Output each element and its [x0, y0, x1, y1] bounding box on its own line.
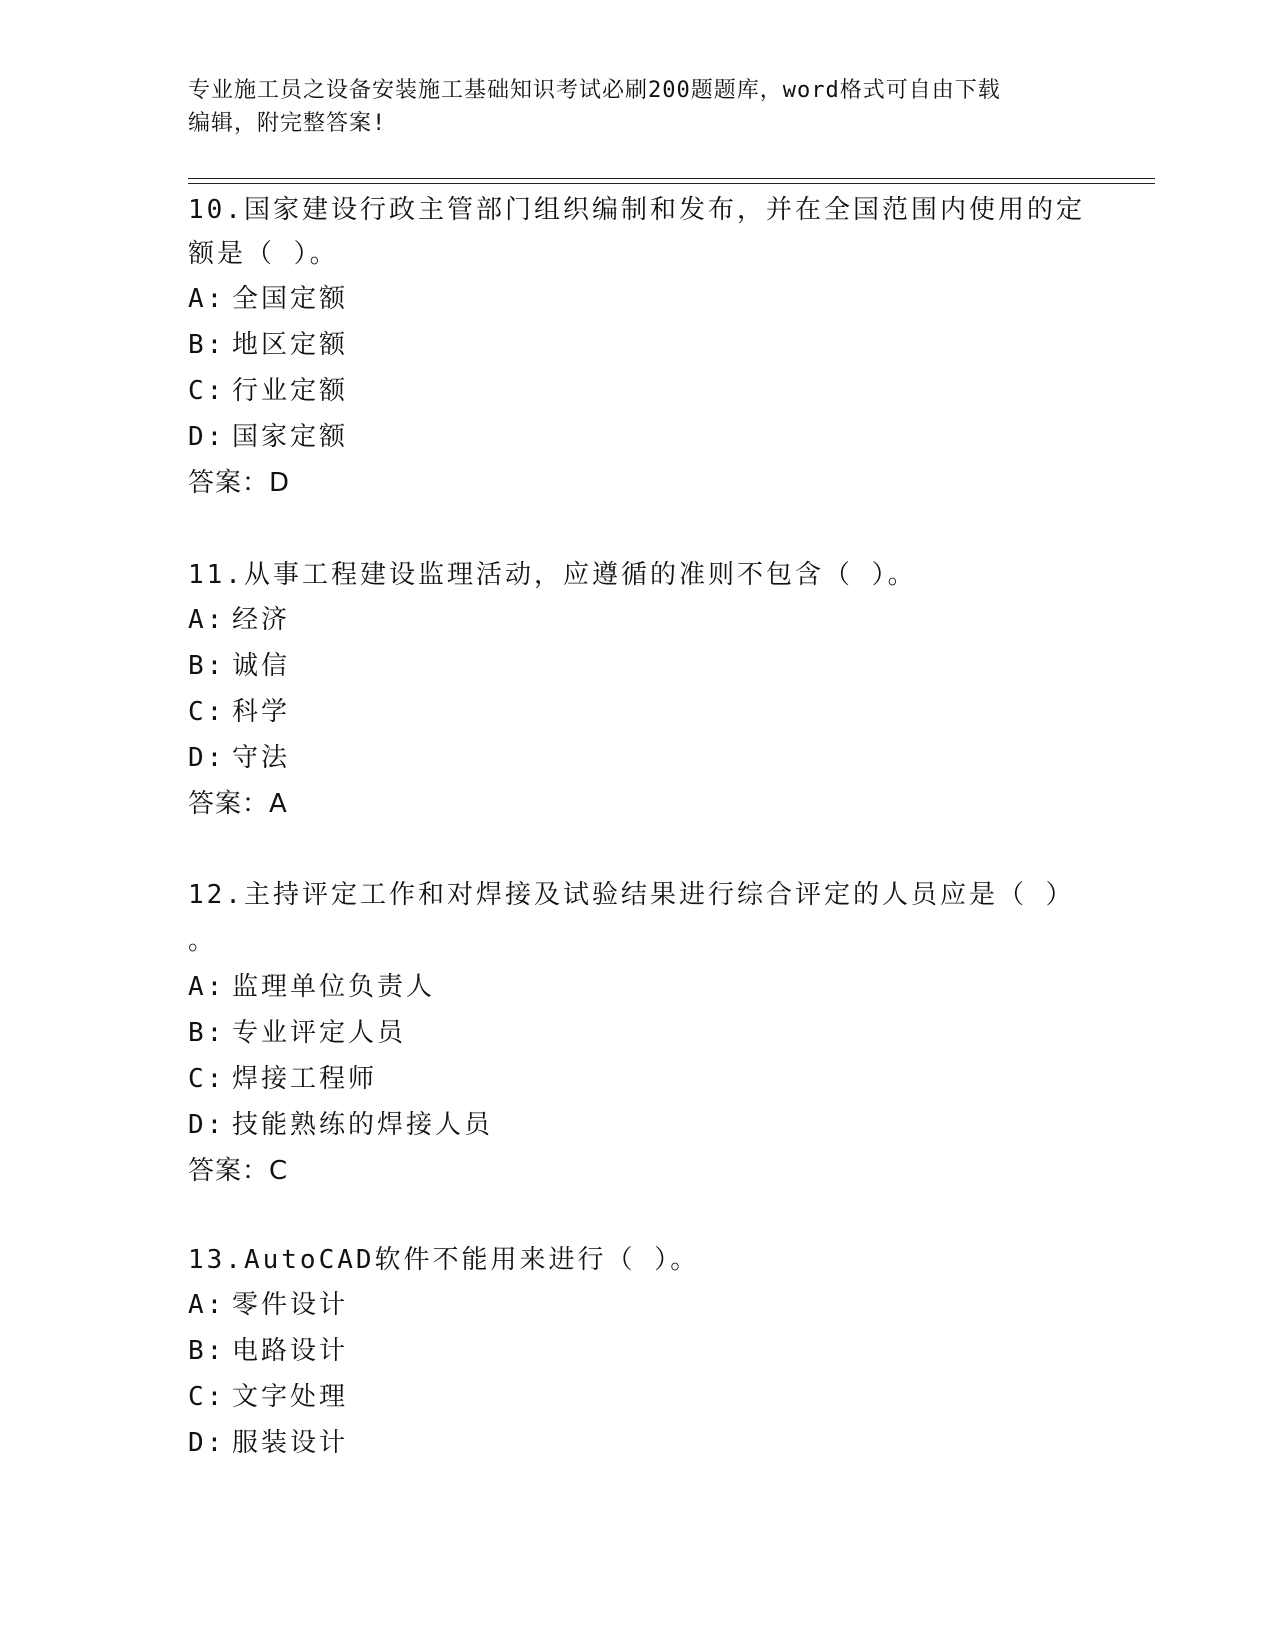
question-text-line-2: 。	[188, 926, 218, 956]
option-letter: A:	[188, 605, 226, 635]
option-d	[188, 414, 1088, 460]
option-letter: D:	[188, 1110, 226, 1140]
option-text: 技能熟练的焊接人员	[232, 1110, 494, 1140]
option-text: 经济	[232, 605, 291, 635]
option-d	[188, 735, 1088, 781]
header-line-2: 编辑，附完整答案!	[188, 111, 387, 136]
question-10	[188, 188, 1088, 506]
option-letter: C:	[188, 376, 226, 406]
option-letter: C:	[188, 1064, 226, 1094]
option-d	[188, 1420, 1088, 1466]
option-c	[188, 368, 1088, 414]
option-text: 服装设计	[232, 1428, 349, 1458]
option-letter: A:	[188, 284, 226, 314]
header-divider-bottom	[188, 183, 1155, 184]
option-letter: B:	[188, 330, 226, 360]
option-letter: B:	[188, 1336, 226, 1366]
option-b	[188, 643, 1088, 689]
option-letter: D:	[188, 1428, 226, 1458]
option-letter: A:	[188, 1290, 226, 1320]
question-13	[188, 1238, 1088, 1466]
option-text: 监理单位负责人	[232, 972, 436, 1002]
question-text	[188, 1238, 1088, 1282]
option-a	[188, 276, 1088, 322]
question-number: 11.	[188, 560, 244, 590]
question-number: 13.	[188, 1245, 244, 1275]
header-divider-top	[188, 178, 1155, 179]
option-text: 电路设计	[232, 1336, 349, 1366]
option-a	[188, 1282, 1088, 1328]
option-text: 诚信	[232, 651, 291, 681]
question-text-line-1: 从事工程建设监理活动，应遵循的准则不包含（ ）。	[243, 560, 917, 590]
option-letter: D:	[188, 422, 226, 452]
document-header	[188, 74, 1088, 140]
option-letter: C:	[188, 1382, 226, 1412]
question-text-line-1: 主持评定工作和对焊接及试验结果进行综合评定的人员应是（ ）	[243, 880, 1075, 910]
question-text-line-1: 国家建设行政主管部门组织编制和发布，并在全国范围内使用的定	[243, 195, 1085, 225]
question-text-line-1: AutoCAD软件不能用来进行（ ）。	[243, 1245, 700, 1275]
option-text: 地区定额	[232, 330, 349, 360]
question-text	[188, 553, 1088, 597]
option-text: 国家定额	[232, 422, 349, 452]
option-text: 焊接工程师	[232, 1064, 378, 1094]
option-letter: A:	[188, 972, 226, 1002]
answer-line: 答案：D	[188, 468, 291, 498]
question-11	[188, 553, 1088, 827]
option-d	[188, 1102, 1088, 1148]
option-text: 文字处理	[232, 1382, 349, 1412]
question-text	[188, 872, 1088, 918]
option-text: 零件设计	[232, 1290, 349, 1320]
question-text	[188, 188, 1088, 232]
option-text: 全国定额	[232, 284, 349, 314]
question-text-line-2: 额是（ ）。	[188, 239, 339, 269]
option-text: 专业评定人员	[232, 1018, 407, 1048]
option-text: 科学	[232, 697, 291, 727]
answer-line: 答案：C	[188, 1156, 289, 1186]
option-text: 行业定额	[232, 376, 349, 406]
question-number: 10.	[188, 195, 244, 225]
answer-line: 答案：A	[188, 789, 288, 819]
option-a	[188, 964, 1088, 1010]
question-number: 12.	[188, 880, 244, 910]
option-b	[188, 1328, 1088, 1374]
option-letter: B:	[188, 1018, 226, 1048]
option-letter: B:	[188, 651, 226, 681]
option-letter: C:	[188, 697, 226, 727]
option-c	[188, 1056, 1088, 1102]
question-12	[188, 872, 1088, 1194]
header-line-1: 专业施工员之设备安装施工基础知识考试必刷200题题库，word格式可自由下载	[188, 78, 1001, 103]
option-text: 守法	[232, 743, 291, 773]
option-b	[188, 1010, 1088, 1056]
option-letter: D:	[188, 743, 226, 773]
option-c	[188, 689, 1088, 735]
option-c	[188, 1374, 1088, 1420]
option-b	[188, 322, 1088, 368]
option-a	[188, 597, 1088, 643]
